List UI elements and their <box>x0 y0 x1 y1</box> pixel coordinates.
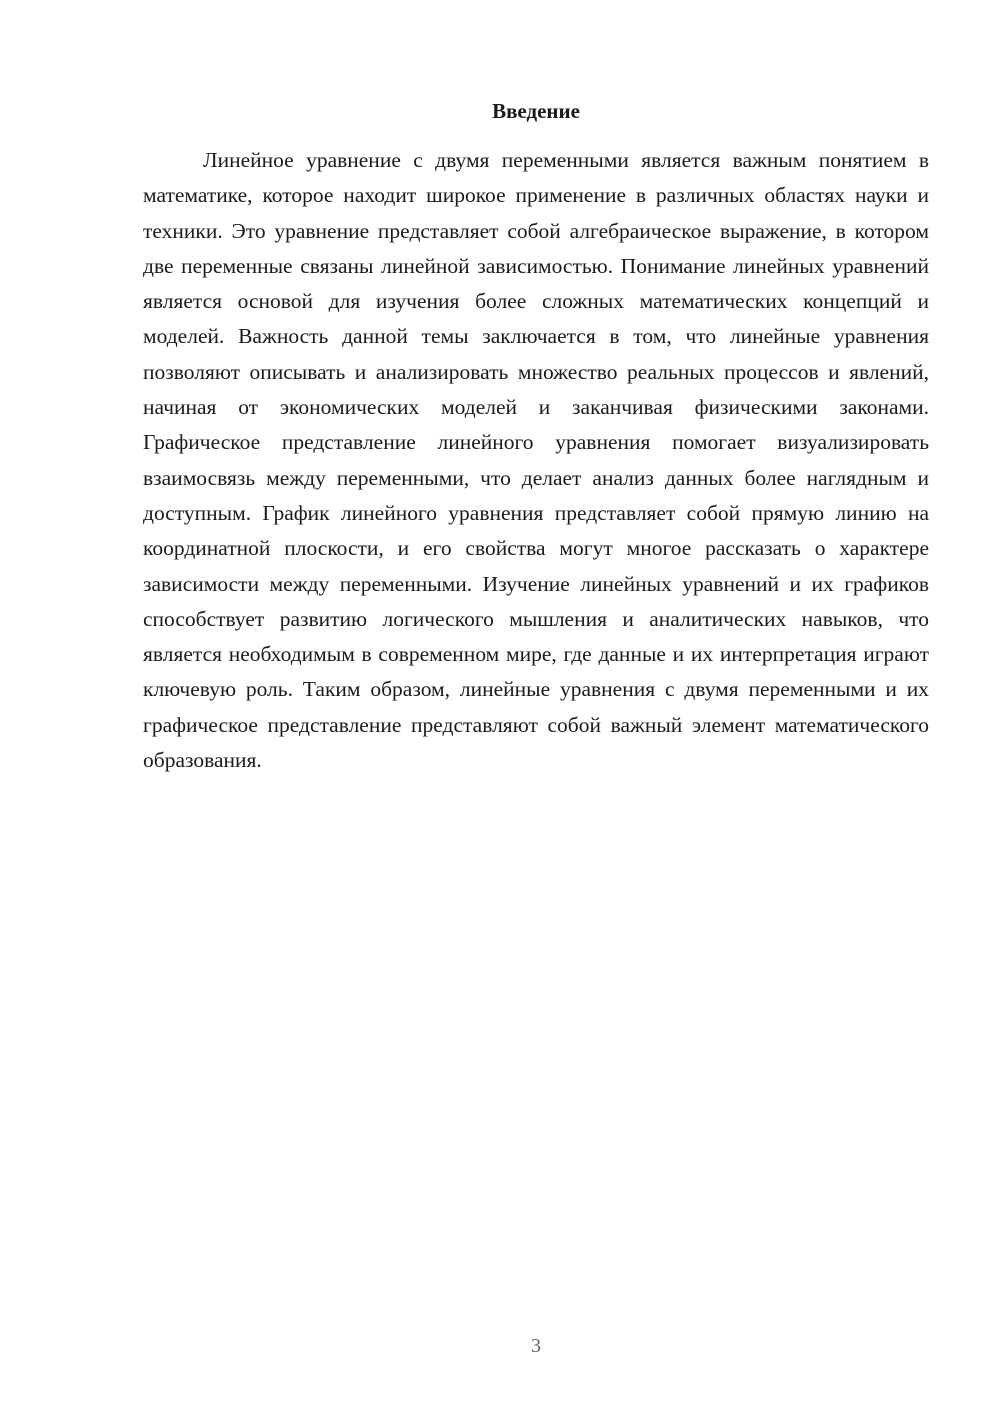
section-heading: Введение <box>492 99 580 123</box>
body-paragraph: Линейное уравнение с двумя переменными является важным понятием в математике, которое находит широкое применение в различных областях науки и техники. Это уравнение представляет собой алгебраическое выражение, в котором две переменные связаны линейной зависимостью. Понимание линейных уравнений является основой для изучения более сложных математических концепций и моделей. Важность данной темы заключается в том, что линейные уравнения позволяют описывать и анализировать множество реальных процессов и явлений, начиная от экономических моделей и заканчивая физическими законами. Графическое представление линейного уравнения помогает визуализировать взаимосвязь между переменными, что делает анализ данных более наглядным и доступным. График линейного уравнения представляет собой прямую линию на координатной плоскости, и его свойства могут многое рассказать о характере зависимости между переменными. Изучение линейных уравнений и их графиков способствует развитию логического мышления и аналитических навыков, что является необходимым в современном мире, где данные и их интерпретация играют ключевую роль. Таким образом, линейные уравнения с двумя переменными и их графическое представление представляют собой важный элемент математического образования. <box>143 148 929 773</box>
page-number: 3 <box>531 1335 541 1357</box>
